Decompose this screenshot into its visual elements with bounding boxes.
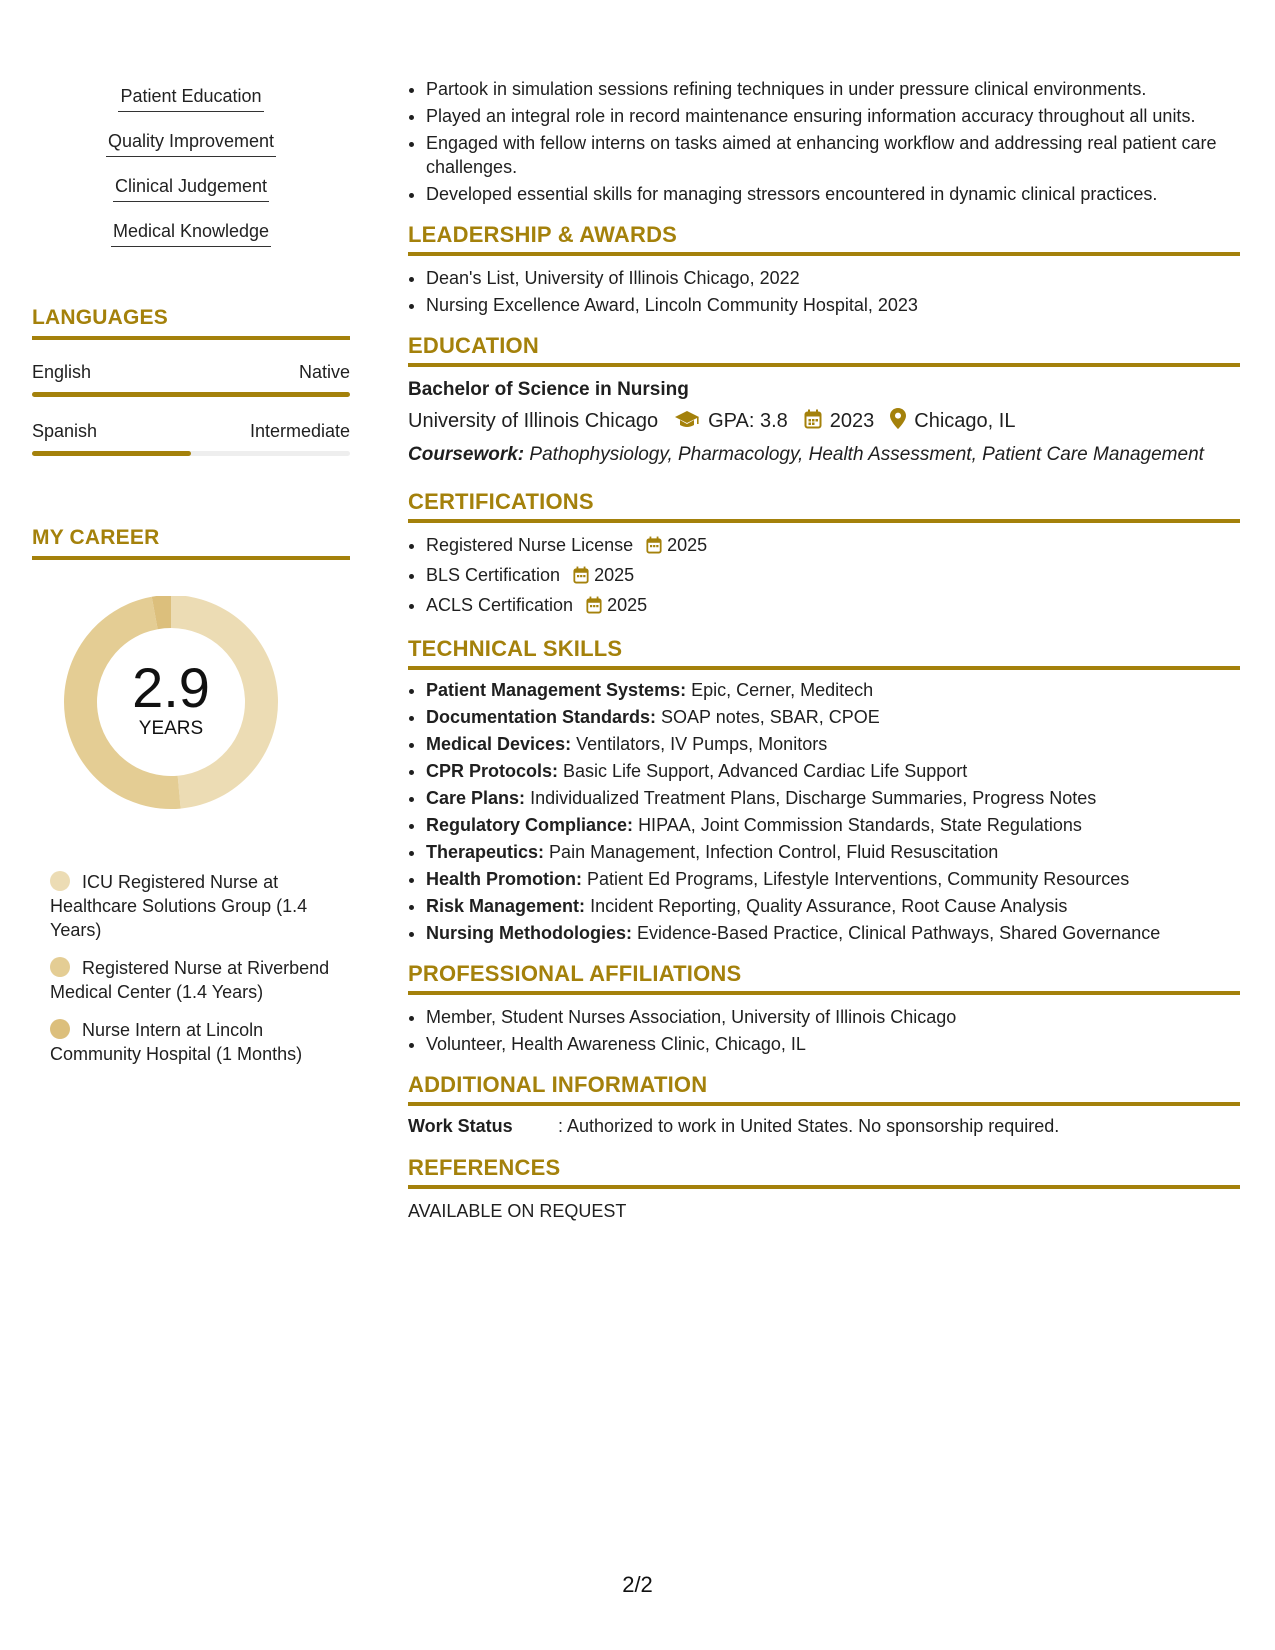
experience-bullet: • Partook in simulation sessions refining techniques in under pressure clinical environments.	[426, 77, 1240, 101]
map-pin-icon	[890, 408, 906, 435]
technical-skill-item	[426, 840, 1240, 864]
languages-heading: LANGUAGES	[32, 306, 350, 340]
skill-category: Risk Management:	[426, 896, 586, 916]
skill-category: Therapeutics:	[426, 842, 545, 862]
skill-values: HIPAA, Joint Commission Standards, State Regulations	[638, 815, 1082, 835]
experience-bullet: • Engaged with fellow interns on tasks aimed at enhancing workflow and addressing real patient care challenges.	[426, 131, 1240, 179]
skill-tag: Quality Improvement	[106, 131, 276, 157]
affiliations-heading: PROFESSIONAL AFFILIATIONS	[408, 961, 1240, 995]
certification-year: 2025	[594, 565, 635, 585]
technical-skill-item	[426, 813, 1240, 837]
language-level: Native	[298, 362, 350, 382]
skill-tag: Patient Education	[118, 86, 263, 112]
skill-category: Documentation Standards:	[426, 707, 657, 727]
skill-category: Nursing Methodologies:	[426, 923, 632, 943]
certifications-heading: CERTIFICATIONS	[408, 489, 1240, 523]
career-item-label: ICU Registered Nurse at Healthcare Solutions Group (1.4 Years)	[50, 872, 308, 940]
language-english	[32, 362, 350, 397]
skill-category: Health Promotion:	[426, 869, 582, 889]
technical-skill-item	[426, 732, 1240, 756]
technical-skill-item	[426, 786, 1240, 810]
technical-skill-item	[426, 705, 1240, 729]
legend-dot	[50, 871, 70, 891]
affiliations-list	[408, 1005, 1240, 1056]
skill-category: Patient Management Systems:	[426, 680, 687, 700]
skill-values: SOAP notes, SBAR, CPOE	[661, 707, 880, 727]
legend-dot	[50, 1019, 70, 1039]
certification-name: ACLS Certification	[426, 595, 574, 615]
language-proficiency-fill	[32, 392, 350, 397]
skills-list	[32, 86, 350, 266]
education-heading: EDUCATION	[408, 333, 1240, 367]
experience-bullets	[408, 77, 1240, 206]
education-degree: Bachelor of Science in Nursing	[408, 379, 689, 400]
award-item: • Nursing Excellence Award, Lincoln Community Hospital, 2023	[426, 293, 1240, 317]
skill-tag: Clinical Judgement	[113, 176, 269, 202]
certification-year: 2025	[607, 595, 648, 615]
award-item: • Dean's List, University of Illinois Chicago, 2022	[426, 266, 1240, 290]
career-legend-item	[50, 1018, 350, 1066]
skill-values: Incident Reporting, Quality Assurance, Root Cause Analysis	[590, 896, 1068, 916]
certification-item	[426, 563, 1240, 590]
technical-skill-item	[426, 867, 1240, 891]
career-donut-chart	[32, 596, 350, 834]
career-unit: YEARS	[138, 718, 204, 739]
work-status-label: Work Status	[408, 1116, 513, 1136]
education-school: University of Illinois Chicago	[408, 410, 659, 432]
main-content	[408, 0, 1240, 1222]
skill-values: Patient Ed Programs, Lifestyle Interventions, Community Resources	[587, 869, 1130, 889]
page-number: 2/2	[622, 1572, 653, 1597]
language-proficiency-fill	[32, 451, 191, 456]
language-spanish	[32, 421, 350, 456]
career-legend-item	[50, 870, 350, 942]
skill-category: CPR Protocols:	[426, 761, 559, 781]
career-item-label: Nurse Intern at Lincoln Community Hospital (1 Months)	[50, 1020, 303, 1064]
affiliation-item: • Member, Student Nurses Association, University of Illinois Chicago	[426, 1005, 1240, 1029]
leadership-list	[408, 266, 1240, 317]
career-total: 2.9	[132, 656, 210, 719]
skill-category: Care Plans:	[426, 788, 526, 808]
career-total-wrap	[32, 658, 310, 740]
career-legend	[32, 870, 350, 1066]
career-legend-item	[50, 956, 350, 1004]
experience-bullet: • Developed essential skills for managing stressors encountered in dynamic clinical practices.	[426, 182, 1240, 206]
certifications-list	[408, 533, 1240, 620]
sidebar	[32, 0, 350, 1080]
language-name: English	[32, 362, 92, 382]
skill-values: Evidence-Based Practice, Clinical Pathways, Shared Governance	[637, 923, 1161, 943]
certification-item	[426, 593, 1240, 620]
education-coursework	[408, 443, 1240, 467]
work-status-value: : Authorized to work in United States. No sponsorship required.	[558, 1116, 1060, 1136]
language-level: Intermediate	[249, 421, 350, 441]
career-item-label: Registered Nurse at Riverbend Medical Center (1.4 Years)	[50, 958, 330, 1002]
technical-skill-item	[426, 678, 1240, 702]
references-heading: REFERENCES	[408, 1155, 1240, 1189]
career-heading: MY CAREER	[32, 526, 350, 560]
legend-dot	[50, 957, 70, 977]
skill-values: Individualized Treatment Plans, Discharge Summaries, Progress Notes	[530, 788, 1097, 808]
certification-name: Registered Nurse License	[426, 535, 634, 555]
work-status-row	[408, 1116, 1240, 1137]
skill-category: Regulatory Compliance:	[426, 815, 634, 835]
skill-values: Epic, Cerner, Meditech	[691, 680, 874, 700]
calendar-icon	[804, 409, 822, 435]
graduation-cap-icon	[674, 409, 700, 435]
additional-info-heading: ADDITIONAL INFORMATION	[408, 1072, 1240, 1106]
skill-tag: Medical Knowledge	[111, 221, 271, 247]
calendar-icon	[573, 566, 589, 590]
education-details	[408, 408, 1240, 435]
affiliation-item: • Volunteer, Health Awareness Clinic, Chicago, IL	[426, 1032, 1240, 1056]
language-proficiency-bar	[32, 451, 350, 456]
technical-skills-list	[408, 678, 1240, 945]
technical-skill-item	[426, 894, 1240, 918]
technical-skill-item	[426, 921, 1240, 945]
coursework-value: Pathophysiology, Pharmacology, Health Assessment, Patient Care Management	[529, 444, 1204, 465]
skill-values: Pain Management, Infection Control, Fluid Resuscitation	[549, 842, 999, 862]
skill-values: Ventilators, IV Pumps, Monitors	[576, 734, 828, 754]
technical-skill-item	[426, 759, 1240, 783]
technical-skills-heading: TECHNICAL SKILLS	[408, 636, 1240, 670]
skill-values: Basic Life Support, Advanced Cardiac Life Support	[563, 761, 968, 781]
calendar-icon	[646, 536, 662, 560]
education-location: Chicago, IL	[914, 410, 1016, 432]
language-proficiency-bar	[32, 392, 350, 397]
language-name: Spanish	[32, 421, 98, 441]
certification-year: 2025	[667, 535, 708, 555]
experience-bullet: • Played an integral role in record maintenance ensuring information accuracy throughout all units.	[426, 104, 1240, 128]
certification-item	[426, 533, 1240, 560]
references-text: AVAILABLE ON REQUEST	[408, 1201, 627, 1221]
coursework-label: Coursework:	[408, 444, 525, 465]
skill-category: Medical Devices:	[426, 734, 572, 754]
leadership-heading: LEADERSHIP & AWARDS	[408, 222, 1240, 256]
calendar-icon	[586, 596, 602, 620]
education-year: 2023	[829, 410, 875, 432]
certification-name: BLS Certification	[426, 565, 561, 585]
education-gpa: GPA: 3.8	[708, 410, 788, 432]
